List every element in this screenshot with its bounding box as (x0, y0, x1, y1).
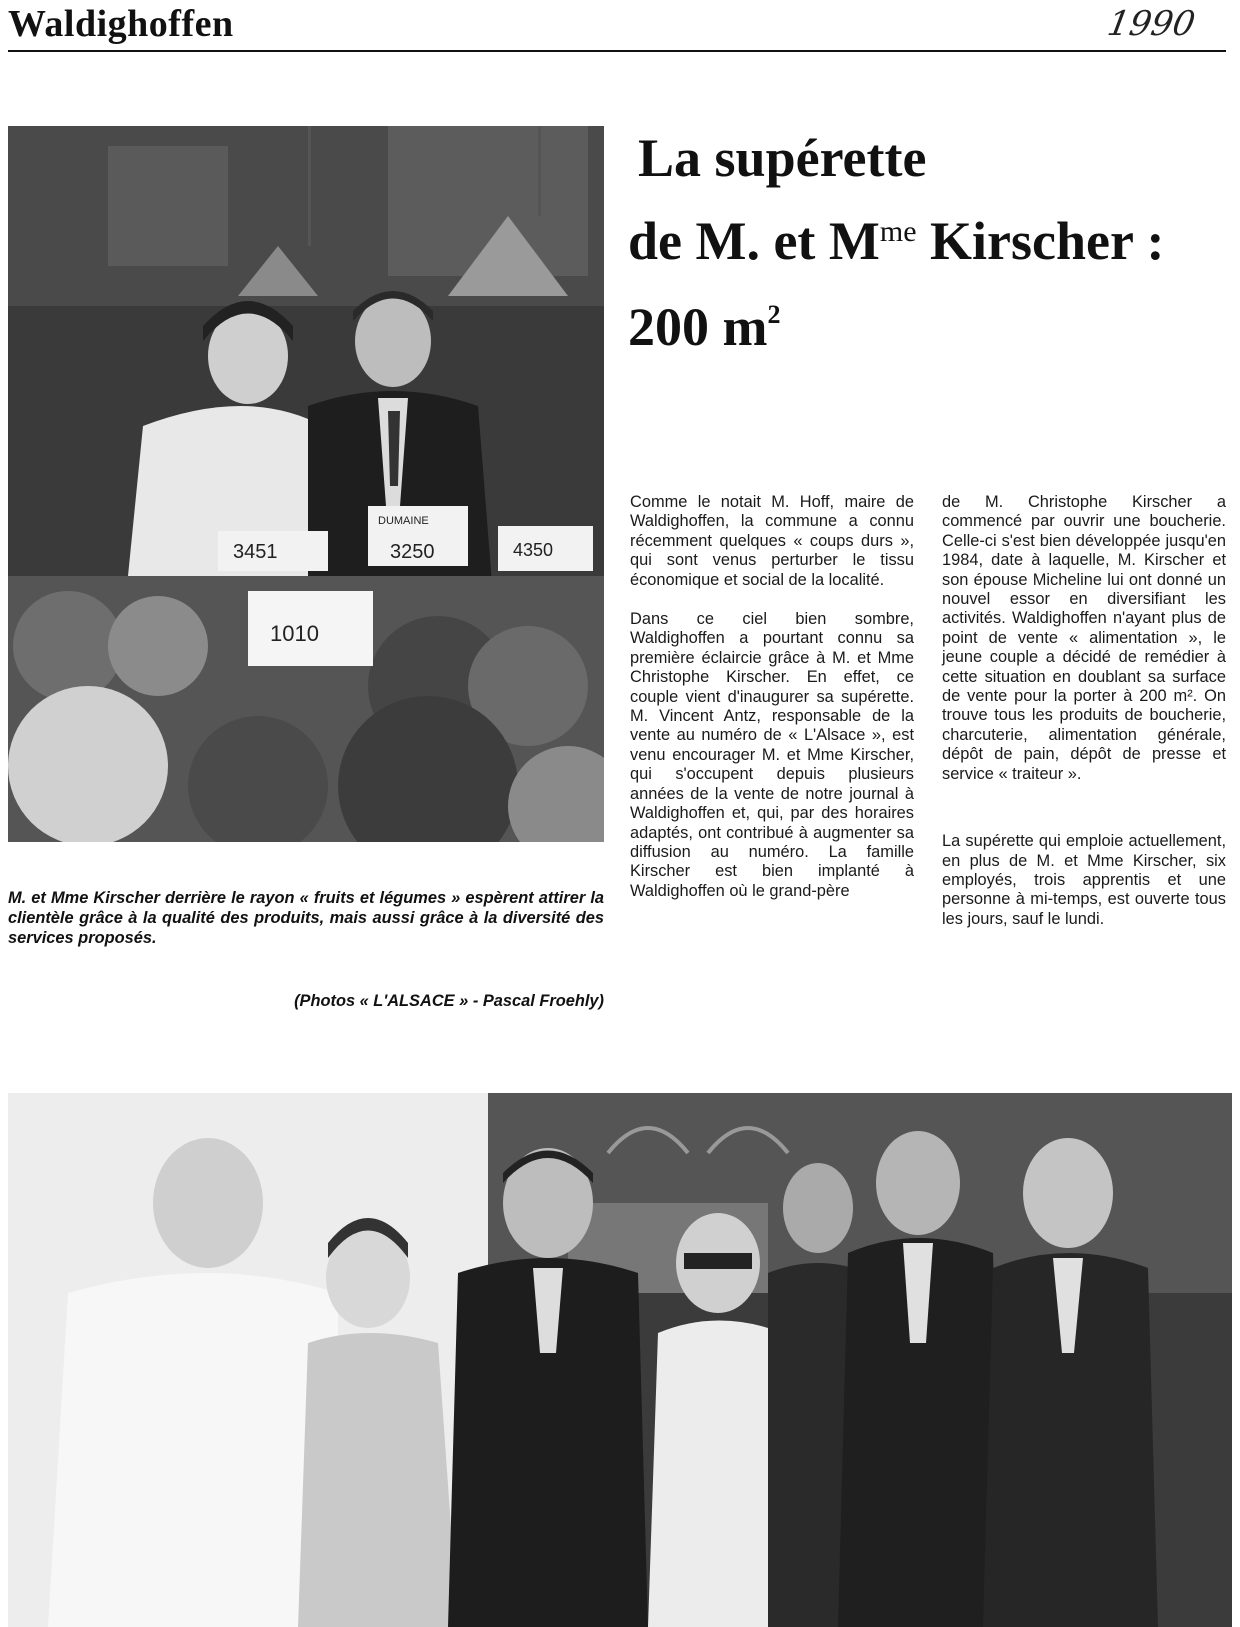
article-column-1 (630, 493, 914, 921)
price-sign-4: 1010 (270, 621, 319, 646)
photo-group (8, 1093, 1232, 1627)
handwritten-year: 1990 (1104, 4, 1199, 44)
header-divider (8, 50, 1226, 52)
photo-shopkeepers (8, 126, 604, 842)
headline-line-2: de M. et $M^{me}$ Kirscher : (628, 211, 1165, 271)
price-sign-2: 3250 (390, 541, 435, 563)
section-title: Waldighoffen (8, 3, 234, 45)
photo-caption: M. et Mme Kirscher derrière le rayon « fruits et légumes » espèrent attirer la clientèle grâce à la qualité des produits, mais aussi grâce à la diversité des services proposés. (8, 889, 604, 947)
paragraph: La supérette qui emploie actuellement, en plus de M. et Mme Kirscher, six employés, trois apprentis et une personne à mi-temps, est ouverte tous les jours, sauf le lundi. (942, 832, 1226, 928)
paragraph: Dans ce ciel bien sombre, Waldighoffen a pourtant connu sa première éclaircie grâce à M. et Mme Christophe Kirscher. En effet, ce couple vient d'inaugurer sa supérette. M. Vincent Antz, responsable de la vente au numéro de « L'Alsace », est venu encourager M. et Mme Kirscher, qui s'occupent depuis plusieurs années de la vente de notre journal à Waldighoffen et, qui, par des horaires adaptés, ont contribué à augmenter sa diffusion au numéro. La famille Kirscher est bien implanté à Waldighoffen où le grand-père (630, 610, 914, 900)
price-sign-3: 4350 (513, 540, 554, 560)
price-sign-1: 3451 (233, 541, 278, 563)
photo-shopkeepers-illustration (8, 126, 604, 842)
article-headline (628, 122, 1164, 364)
paragraph: Comme le notait M. Hoff, maire de Waldighoffen, la commune a connu récemment quelques « coups durs », qui sont venus perturber le tissu économique et social de la localité. (630, 493, 914, 589)
price-sign-brand: DUMAINE (378, 515, 429, 527)
headline-line-3: 200 $m^2$ (628, 297, 781, 357)
photo-group-illustration (8, 1093, 1232, 1627)
article-column-2 (942, 493, 1226, 949)
paragraph: de M. Christophe Kirscher a commencé par ouvrir une boucherie. Celle-ci s'est bien développée jusqu'en 1984, date à laquelle, M. Kirscher et son épouse Micheline lui ont donné un nouvel essor en diversifiant les activités. Waldighoffen n'ayant plus de point de vente « alimentation », le jeune couple a décidé de remédier à cette situation en doublant sa surface de vente pour la porter à 200 m². On trouve tous les produits de boucherie, charcuterie, alimentation générale, dépôt de pain, dépôt de presse et service « traiteur ». (942, 493, 1226, 783)
photo-credit: (Photos « L'ALSACE » - Pascal Froehly) (294, 992, 604, 1010)
headline-line-1: La supérette (638, 128, 927, 188)
